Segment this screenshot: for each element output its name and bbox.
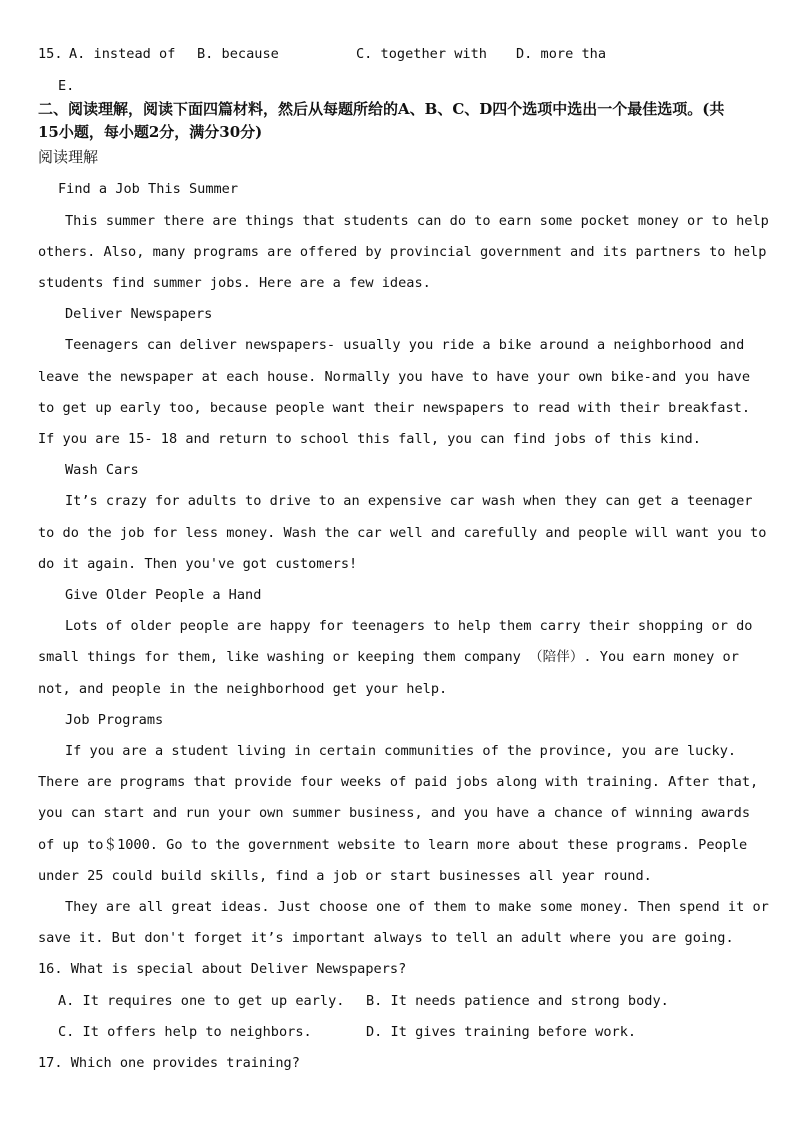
section-subheading-job-programs: Job Programs: [65, 712, 164, 728]
passage-line: to get up early too, because people want their newspapers to read with their breakfast.: [38, 400, 751, 416]
section-heading-line1: 二、阅读理解，阅读下面四篇材料，然后从每题所给的A、B、C、D四个选项中选出一个最佳选项。(共: [38, 100, 725, 118]
passage-line: others. Also, many programs are offered by provincial government and its partners to help: [38, 244, 767, 260]
section-subheading-wash-cars: Wash Cars: [65, 462, 139, 478]
passage-line: This summer there are things that students can do to earn some pocket money or to help: [65, 213, 769, 229]
passage-line: Lots of older people are happy for teenagers to help them carry their shopping or do: [65, 618, 753, 634]
q15-option-wrap: E.: [58, 78, 75, 94]
q16-option-d: D. It gives training before work.: [366, 1024, 637, 1040]
passage-line: to do the job for less money. Wash the car well and carefully and people will want you to: [38, 525, 767, 541]
q15-option-a: A. instead of: [69, 46, 176, 62]
passage-line: students find summer jobs. Here are a few ideas.: [38, 275, 431, 291]
q15-option-b: B. because: [197, 46, 279, 62]
passage-line: do it again. Then you've got customers!: [38, 556, 358, 572]
passage-line: It’s crazy for adults to drive to an expensive car wash when they can get a teenager: [65, 493, 753, 509]
passage-title: Find a Job This Summer: [58, 181, 239, 197]
passage-line: If you are 15- 18 and return to school this fall, you can find jobs of this kind.: [38, 431, 701, 447]
passage-line: They are all great ideas. Just choose one of them to make some money. Then spend it or: [65, 899, 769, 915]
q16-option-b: B. It needs patience and strong body.: [366, 993, 669, 1009]
passage-line: There are programs that provide four weeks of paid jobs along with training. After that,: [38, 774, 759, 790]
q15-option-d: D. more tha: [516, 46, 607, 62]
passage-line: If you are a student living in certain communities of the province, you are lucky.: [65, 743, 737, 759]
passage-line: save it. But don't forget it’s important always to tell an adult where you are going.: [38, 930, 734, 946]
passage-line: Teenagers can deliver newspapers- usually you ride a bike around a neighborhood and: [65, 337, 745, 353]
section-label: 阅读理解: [38, 148, 99, 166]
q15-number: 15.: [38, 46, 63, 62]
q17-stem: 17. Which one provides training?: [38, 1055, 300, 1071]
passage-line: under 25 could build skills, find a job or start businesses all year round.: [38, 868, 652, 884]
passage-line: leave the newspaper at each house. Normally you have to have your own bike-and you have: [38, 369, 751, 385]
section-heading-line2: 15小题，每小题2分，满分30分): [38, 123, 263, 141]
passage-line: not, and people in the neighborhood get your help.: [38, 681, 448, 697]
q16-option-c: C. It offers help to neighbors.: [58, 1024, 312, 1040]
q15-option-c: C. together with: [356, 46, 487, 62]
passage-line: small things for them, like washing or keeping them company （陪伴）. You earn money or: [38, 649, 739, 665]
passage-line: you can start and run your own summer business, and you have a chance of winning awards: [38, 805, 751, 821]
q16-option-a: A. It requires one to get up early.: [58, 993, 345, 1009]
section-subheading-deliver-newspapers: Deliver Newspapers: [65, 306, 213, 322]
q16-stem: 16. What is special about Deliver Newspapers?: [38, 961, 407, 977]
section-subheading-give-older-people-a-hand: Give Older People a Hand: [65, 587, 262, 603]
passage-line: of up to＄1000. Go to the government website to learn more about these programs. People: [38, 837, 748, 853]
